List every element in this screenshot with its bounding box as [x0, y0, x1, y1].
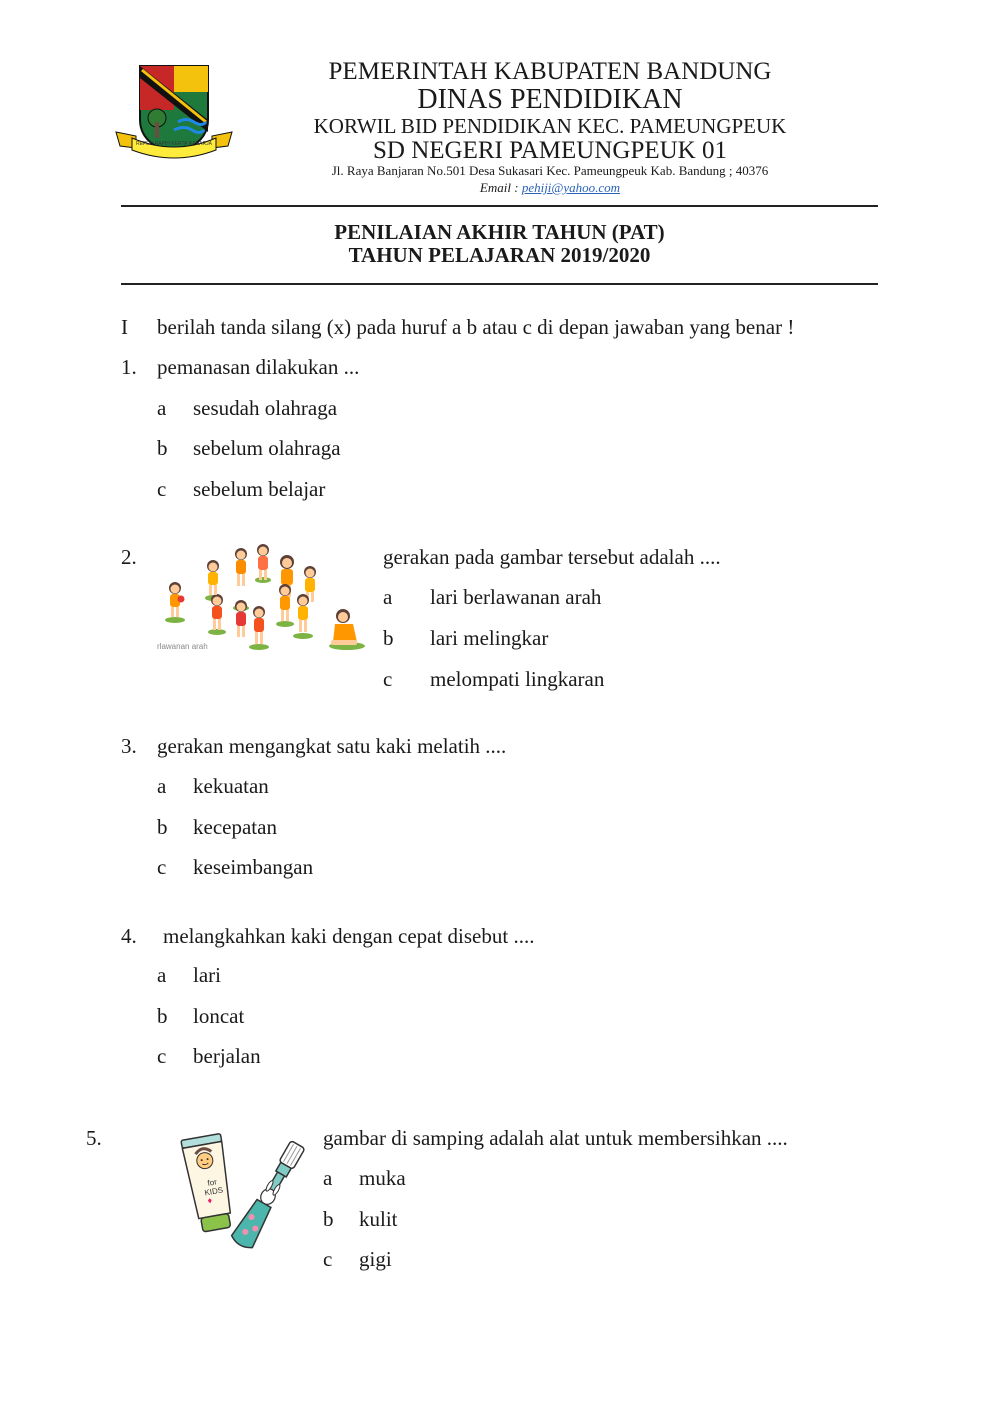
option-letter: b	[157, 436, 168, 460]
option-text: kecepatan	[193, 815, 277, 839]
option-text: keseimbangan	[193, 855, 314, 879]
instruction-number: I	[121, 315, 128, 339]
exam-year: TAHUN PELAJARAN 2019/2020	[348, 243, 651, 267]
option-text: loncat	[193, 1004, 245, 1028]
option-letter: b	[157, 815, 168, 839]
option-text: kulit	[359, 1207, 398, 1231]
q1-option-a[interactable]	[157, 395, 337, 421]
image-caption: rlawanan arah	[157, 642, 208, 651]
q2-option-a[interactable]	[383, 584, 601, 610]
option-text: lari melingkar	[430, 626, 549, 650]
exam-title: PENILAIAN AKHIR TAHUN (PAT)	[334, 220, 665, 244]
option-text: melompati lingkaran	[430, 667, 605, 691]
option-letter: c	[157, 1044, 167, 1068]
option-text: muka	[359, 1166, 406, 1190]
option-letter: c	[323, 1247, 333, 1271]
header-divider-top	[121, 205, 878, 207]
q2-option-b[interactable]	[383, 625, 548, 651]
option-letter: b	[323, 1207, 334, 1231]
header-address: Jl. Raya Banjaran No.501 Desa Sukasari Kec. Pameungpeuk Kab. Bandung ; 40376	[331, 163, 769, 178]
question-5-number: 5.	[86, 1126, 102, 1150]
question-4-number: 4.	[121, 924, 137, 948]
option-letter: c	[383, 667, 393, 691]
q4-option-a[interactable]	[157, 962, 221, 988]
question-5-text: gambar di samping adalah alat untuk membersihkan ....	[323, 1126, 788, 1150]
option-text: sesudah olahraga	[193, 396, 338, 420]
q2-option-c[interactable]	[383, 666, 604, 692]
header-government: PEMERINTAH KABUPATEN BANDUNG	[328, 58, 772, 85]
option-letter: a	[383, 585, 393, 609]
option-letter: c	[157, 855, 167, 879]
header-divider-bottom	[121, 283, 878, 285]
header-district: KORWIL BID PENDIDIKAN KEC. PAMEUNGPEUK	[313, 114, 787, 138]
toothpaste-toothbrush-image	[176, 1130, 306, 1262]
toothpaste-label: for KIDS	[203, 1177, 224, 1198]
option-letter: b	[157, 1004, 168, 1028]
option-letter: a	[157, 774, 167, 798]
q1-option-b[interactable]	[157, 435, 341, 461]
email-label: Email :	[479, 180, 522, 195]
question-2-text: gerakan pada gambar tersebut adalah ....	[383, 545, 721, 569]
option-text: kekuatan	[193, 774, 269, 798]
logo-motto-text: REPEH RAPIH KERTA RAHARJA	[136, 141, 212, 147]
option-letter: a	[157, 963, 167, 987]
email-link[interactable]: pehiji@yahoo.com	[521, 180, 621, 195]
q4-option-c[interactable]	[157, 1043, 261, 1069]
q5-option-b[interactable]	[323, 1206, 398, 1232]
children-running-circle-image	[155, 540, 370, 660]
q3-option-b[interactable]	[157, 814, 277, 840]
question-4-text: melangkahkan kaki dengan cepat disebut ....	[163, 924, 535, 948]
q1-option-c[interactable]	[157, 476, 325, 502]
option-text: berjalan	[193, 1044, 261, 1068]
option-text: gigi	[359, 1247, 392, 1271]
option-text: sebelum belajar	[193, 477, 326, 501]
q5-option-c[interactable]	[323, 1246, 392, 1272]
question-3-text: gerakan mengangkat satu kaki melatih ....	[157, 734, 507, 758]
header-email-line	[200, 180, 900, 196]
option-letter: b	[383, 626, 394, 650]
q4-option-b[interactable]	[157, 1003, 244, 1029]
question-2-number: 2.	[121, 545, 137, 569]
q3-option-c[interactable]	[157, 854, 313, 880]
q5-option-a[interactable]	[323, 1165, 406, 1191]
option-letter: a	[323, 1166, 333, 1190]
option-letter: a	[157, 396, 167, 420]
header-school-name: SD NEGERI PAMEUNGPEUK 01	[373, 137, 727, 164]
option-text: sebelum olahraga	[193, 436, 341, 460]
option-letter: c	[157, 477, 167, 501]
instruction-text: berilah tanda silang (x) pada huruf a b atau c di depan jawaban yang benar !	[157, 315, 795, 339]
question-3-number: 3.	[121, 734, 137, 758]
header-department: DINAS PENDIDIKAN	[417, 84, 683, 115]
question-1-number: 1.	[121, 355, 137, 379]
option-text: lari berlawanan arah	[430, 585, 602, 609]
option-text: lari	[193, 963, 221, 987]
question-1-text: pemanasan dilakukan ...	[157, 355, 360, 379]
q3-option-a[interactable]	[157, 773, 269, 799]
